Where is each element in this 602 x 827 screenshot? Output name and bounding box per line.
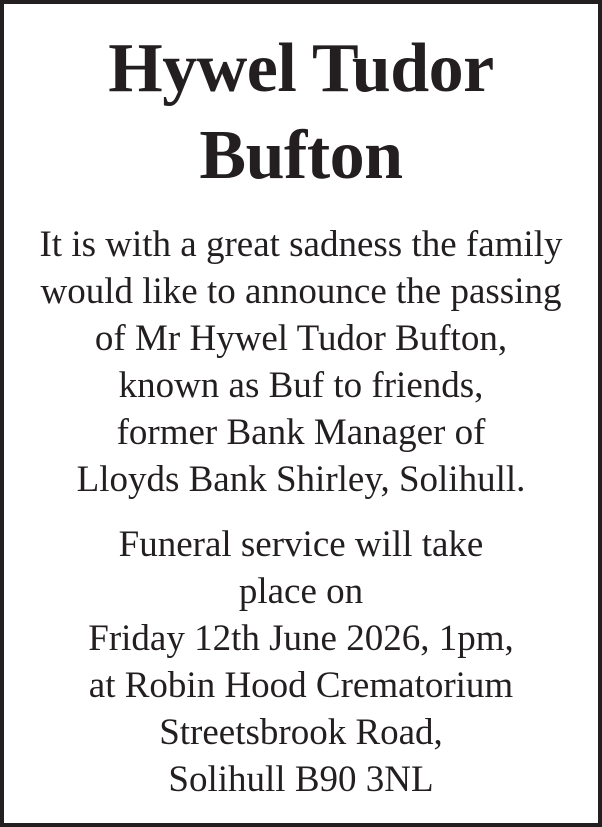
announcement-line: It is with a great sadness the family bbox=[39, 224, 563, 265]
announcement-line: known as Buf to friends, bbox=[118, 365, 484, 406]
funeral-line: at Robin Hood Crematorium bbox=[88, 665, 514, 706]
funeral-line: Solihull B90 3NL bbox=[168, 759, 434, 800]
funeral-line: Funeral service will take bbox=[118, 524, 484, 565]
name-heading-line-2: Bufton bbox=[199, 117, 403, 194]
announcement-line: Lloyds Bank Shirley, Solihull. bbox=[76, 459, 526, 500]
announcement-line: of Mr Hywel Tudor Bufton, bbox=[94, 318, 508, 359]
funeral-line: place on bbox=[238, 571, 364, 612]
announcement-line: former Bank Manager of bbox=[116, 412, 486, 453]
name-heading-line-1: Hywel Tudor bbox=[108, 30, 494, 107]
funeral-line: Friday 12th June 2026, 1pm, bbox=[88, 618, 514, 659]
announcement-line: would like to announce the passing bbox=[40, 271, 562, 312]
funeral-line: Streetsbrook Road, bbox=[159, 712, 443, 753]
